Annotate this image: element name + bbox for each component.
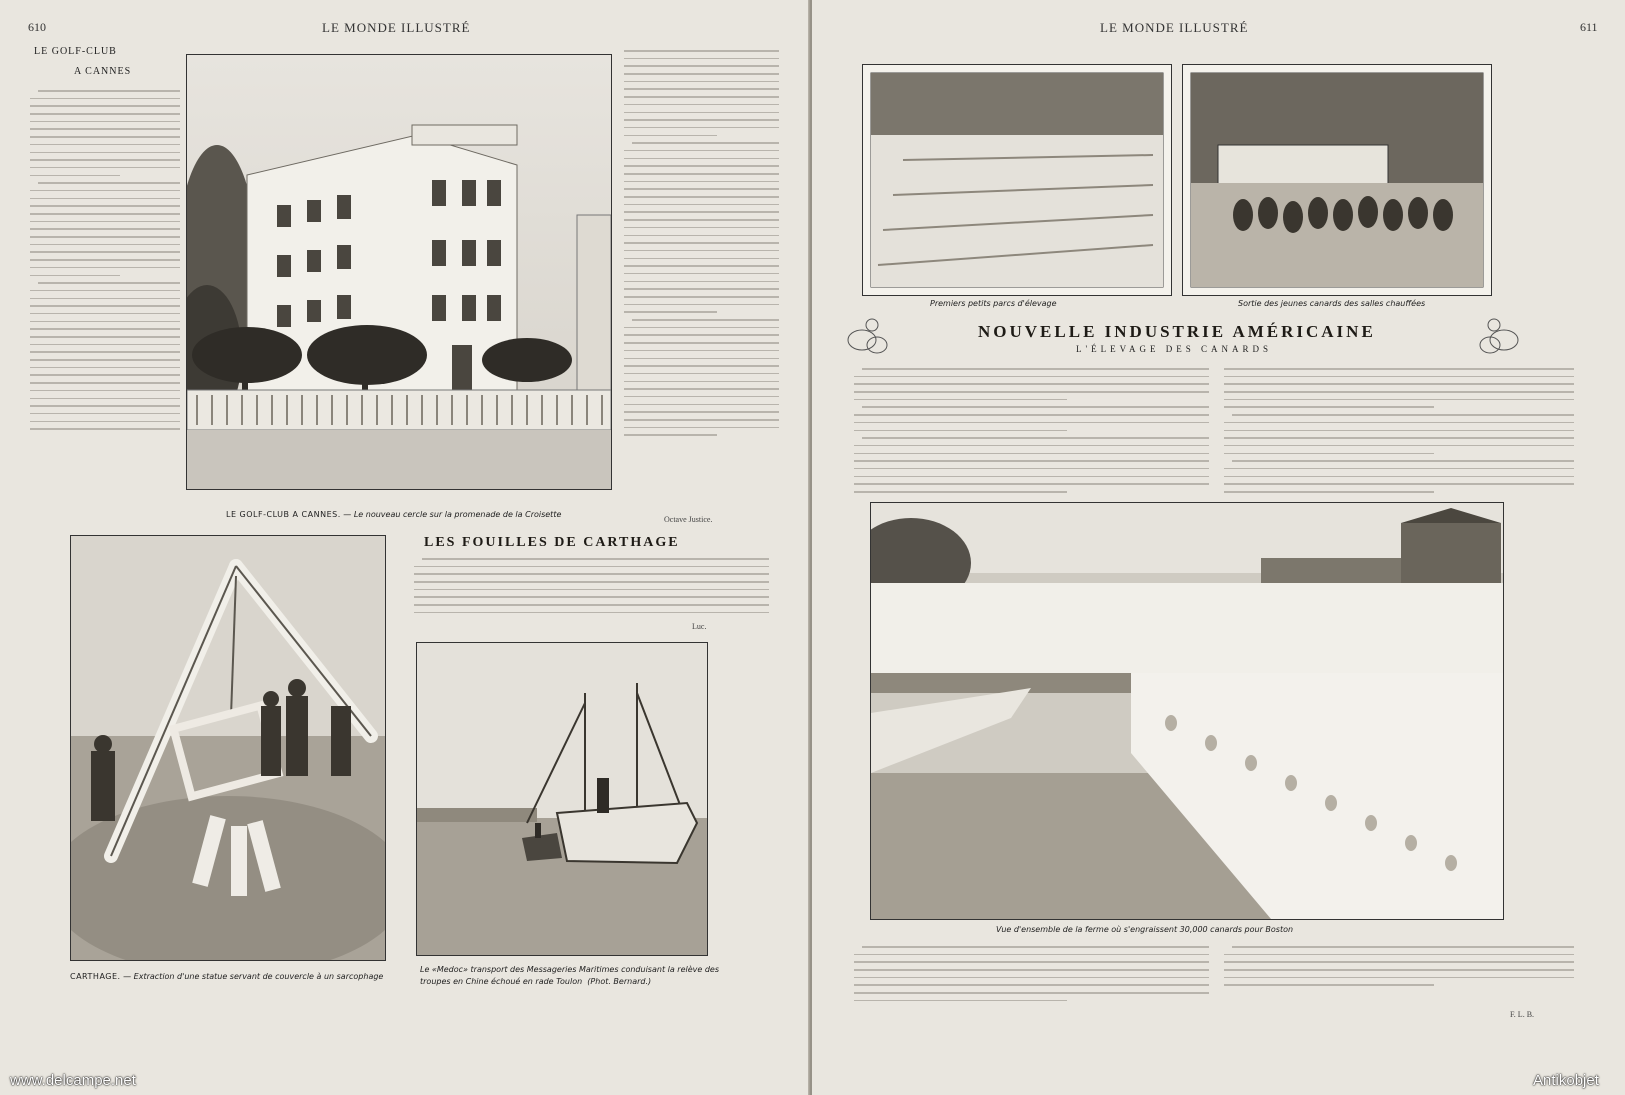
duck-farm-overview-photo — [870, 502, 1504, 920]
golf-club-caption — [226, 510, 561, 519]
article-sub-heading: L'ÉLEVAGE DES CANARDS — [1076, 344, 1272, 354]
duck-article-bottom-column-1 — [854, 946, 1209, 1021]
running-head-right: LE MONDE ILLUSTRÉ — [1100, 20, 1249, 35]
duck-ornament-right — [1476, 300, 1526, 360]
carthage-heading: LES FOUILLES DE CARTHAGE — [424, 535, 680, 550]
ducklings-exit-caption: Sortie des jeunes canards des salles chauffées — [1238, 299, 1426, 308]
carthage-caption-prefix: CARTHAGE. — [70, 972, 121, 981]
ship-medoc-photo — [416, 642, 708, 956]
ship-caption-line1: Le «Medoc» transport des Messageries Maritimes conduisant la relève des — [420, 965, 720, 974]
golf-article-signature: Octave Justice. — [664, 515, 713, 524]
duck-article-bottom-column-2 — [1224, 946, 1574, 1002]
carthage-caption — [70, 972, 383, 981]
page-number-right: 611 — [1580, 20, 1598, 34]
watermark-antikobjet: Antikobjet — [1533, 1072, 1599, 1089]
duck-pens-illustration — [863, 65, 1171, 295]
golf-club-photo — [186, 54, 612, 490]
duck-ornament-left — [842, 300, 892, 360]
duck-article-column-1 — [854, 368, 1209, 498]
page-number-left: 610 — [28, 20, 46, 34]
ship-caption-line2 — [420, 977, 651, 986]
running-head-left: LE MONDE ILLUSTRÉ — [322, 20, 471, 35]
golf-article-column-left — [30, 90, 180, 515]
ship-illustration — [417, 643, 707, 955]
duck-pens-photo — [862, 64, 1172, 296]
duck-pens-caption: Premiers petits parcs d'élevage — [930, 299, 1057, 308]
ducklings-exit-illustration — [1183, 65, 1491, 295]
left-page — [0, 0, 810, 1095]
duck-farm-caption: Vue d'ensemble de la ferme où s'engraissent 30,000 canards pour Boston — [996, 925, 1294, 934]
golf-club-building-illustration — [187, 55, 611, 489]
carthage-caption-text: — Extraction d'une statue servant de couvercle à un sarcophage — [120, 972, 384, 981]
duck-farm-illustration — [871, 503, 1503, 919]
golf-heading-line1: LE GOLF-CLUB — [34, 46, 117, 57]
golf-caption-prefix: LE GOLF-CLUB A CANNES. — [226, 510, 341, 519]
ship-caption-line2-text: troupes en Chine échoué en rade Toulon — [420, 977, 583, 986]
right-page — [812, 0, 1625, 1095]
duck-article-column-2 — [1224, 368, 1574, 498]
carthage-signature: Luc. — [692, 622, 707, 631]
ducklings-exit-photo — [1182, 64, 1492, 296]
golf-article-column-right — [624, 50, 779, 505]
golf-caption-text: — Le nouveau cercle sur la promenade de la Croisette — [340, 510, 562, 519]
duck-article-signature: F. L. B. — [1510, 1010, 1535, 1019]
carthage-excavation-illustration — [71, 536, 385, 960]
carthage-excavation-photo — [70, 535, 386, 961]
carthage-article-text — [414, 558, 769, 620]
golf-heading-line2: A CANNES — [74, 66, 132, 77]
ship-caption-credit: (Phot. Bernard.) — [587, 977, 652, 986]
article-main-heading: NOUVELLE INDUSTRIE AMÉRICAINE — [978, 322, 1376, 341]
watermark-delcampe: www.delcampe.net — [10, 1072, 136, 1089]
